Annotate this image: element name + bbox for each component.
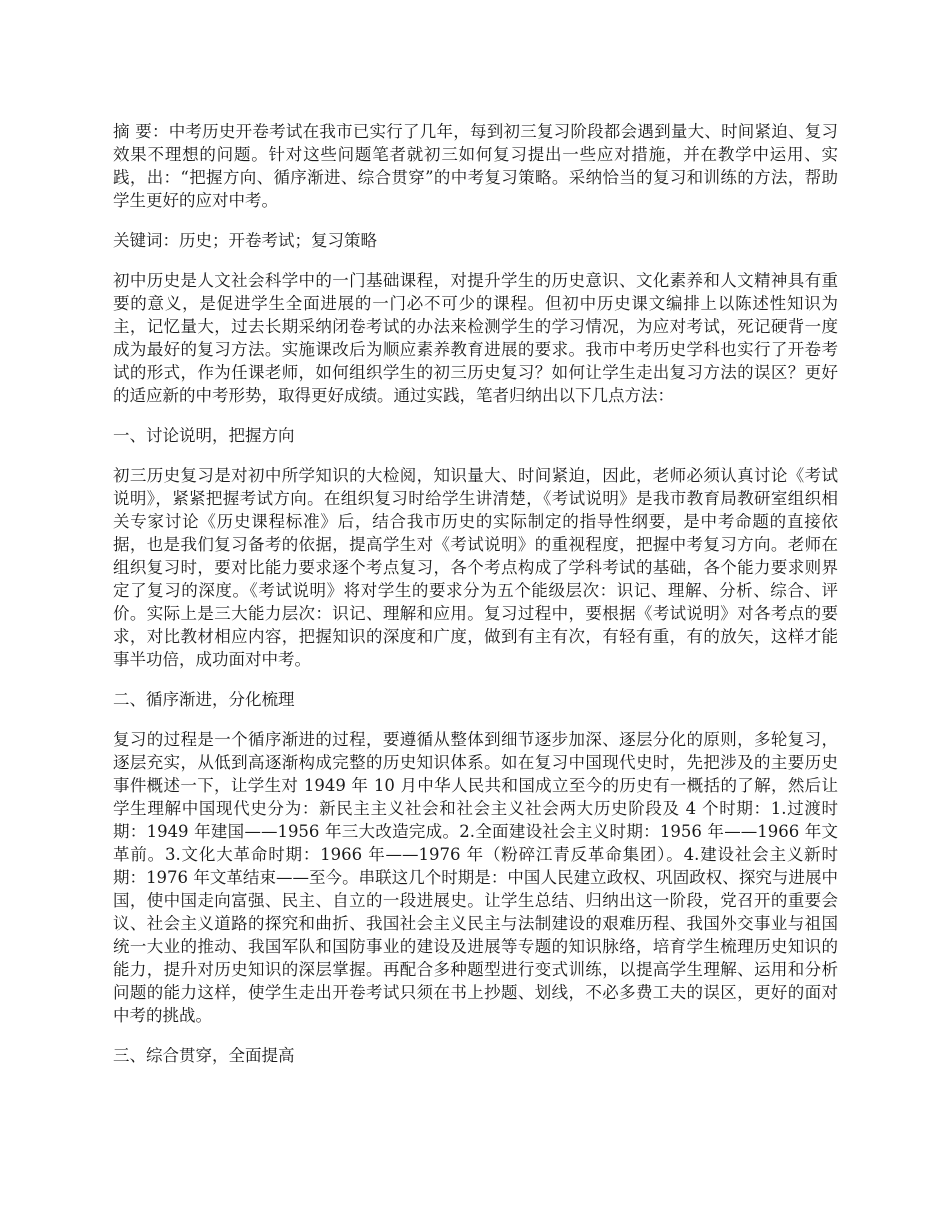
intro-paragraph: 初中历史是人文社会科学中的一门基础课程，对提升学生的历史意识、文化素养和人文精神具有重要的意义，是促进学生全面进展的一门必不可少的课程。但初中历史课文编排上以陈述性知识为主，记忆量大，过去长期采纳闭卷考试的办法来检测学生的学习情况，为应对考试，死记硬背一度成为最好的复习方法。实施课改后为顺应素养教育进展的要求。我市中考历史学科也实行了开卷考试的形式，作为任课老师，如何组织学生的初三历史复习？如何让学生走出复习方法的误区？更好的适应新的中考形势，取得更好成绩。通过实践，笔者归纳出以下几点方法：	[113, 271, 838, 405]
section-2-heading: 二、循序渐进，分化梳理	[113, 690, 295, 709]
keywords-line: 关键词：历史；开卷考试；复习策略	[113, 231, 377, 250]
section-1-heading: 一、讨论说明，把握方向	[113, 426, 295, 445]
section-1-body: 初三历史复习是对初中所学知识的大检阅，知识量大、时间紧迫，因此，老师必须认真讨论《考试说明》，紧紧把握考试方向。在组织复习时给学生讲清楚，《考试说明》是我市教育局教研室组织相关专家讨论《历史课程标准》后，结合我市历史的实际制定的指导性纲要，是中考命题的直接依据，也是我们复习备考的依据，提高学生对《考试说明》的重视程度，把握中考复习方向。老师在组织复习时，要对比能力要求逐个考点复习，各个考点构成了学科考试的基础，各个能力要求则界定了复习的深度。《考试说明》将对学生的要求分为五个能级层次：识记、理解、分析、综合、评价。实际上是三大能力层次：识记、理解和应用。复习过程中，要根据《考试说明》对各考点的要求，对比教材相应内容，把握知识的深度和广度，做到有主有次，有轻有重，有的放矢，这样才能事半功倍，成功面对中考。	[113, 466, 838, 669]
section-2-body: 复习的过程是一个循序渐进的过程，要遵循从整体到细节逐步加深、逐层分化的原则，多轮复习，逐层充实，从低到高逐渐构成完整的历史知识体系。如在复习中国现代史时，先把涉及的主要历史事件概述一下，让学生对 1949 年 10 月中华人民共和国成立至今的历史有一概括的了解，然后让学生理解中国现代史分为：新民主主义社会和社会主义社会两大历史阶段及 4 个时期：1.过渡时期：1949 年建国——1956 年三大改造完成。2.全面建设社会主义时期：1956 年——1966 年文革前。3.文化大革命时期：1966 年——1976 年（粉碎江青反革命集团）。4.建设社会主义新时期：1976 年文革结束——至今。串联这几个时期是：中国人民建立政权、巩固政权、探究与进展中国，使中国走向富强、民主、自立的一段进展史。让学生总结、归纳出这一阶段，党召开的重要会议、社会主义道路的探究和曲折、我国社会主义民主与法制建设的艰难历程、我国外交事业与祖国统一大业的推动、我国军队和国防事业的建设及进展等专题的知识脉络，培育学生梳理历史知识的能力，提升对历史知识的深层掌握。再配合多种题型进行变式训练，以提高学生理解、运用和分析问题的能力这样，使学生走出开卷考试只须在书上抄题、划线，不必多费工夫的误区，更好的面对中考的挑战。	[113, 730, 838, 1025]
abstract-paragraph: 摘 要：中考历史开卷考试在我市已实行了几年，每到初三复习阶段都会遇到量大、时间紧迫、复习效果不理想的问题。针对这些问题笔者就初三如何复习提出一些应对措施，并在教学中运用、实践，出：“把握方向、循序渐进、综合贯穿”的中考复习策略。采纳恰当的复习和训练的方法，帮助学生更好的应对中考。	[113, 122, 838, 210]
section-3-heading: 三、综合贯穿，全面提高	[113, 1046, 295, 1065]
document-page	[113, 120, 838, 1084]
